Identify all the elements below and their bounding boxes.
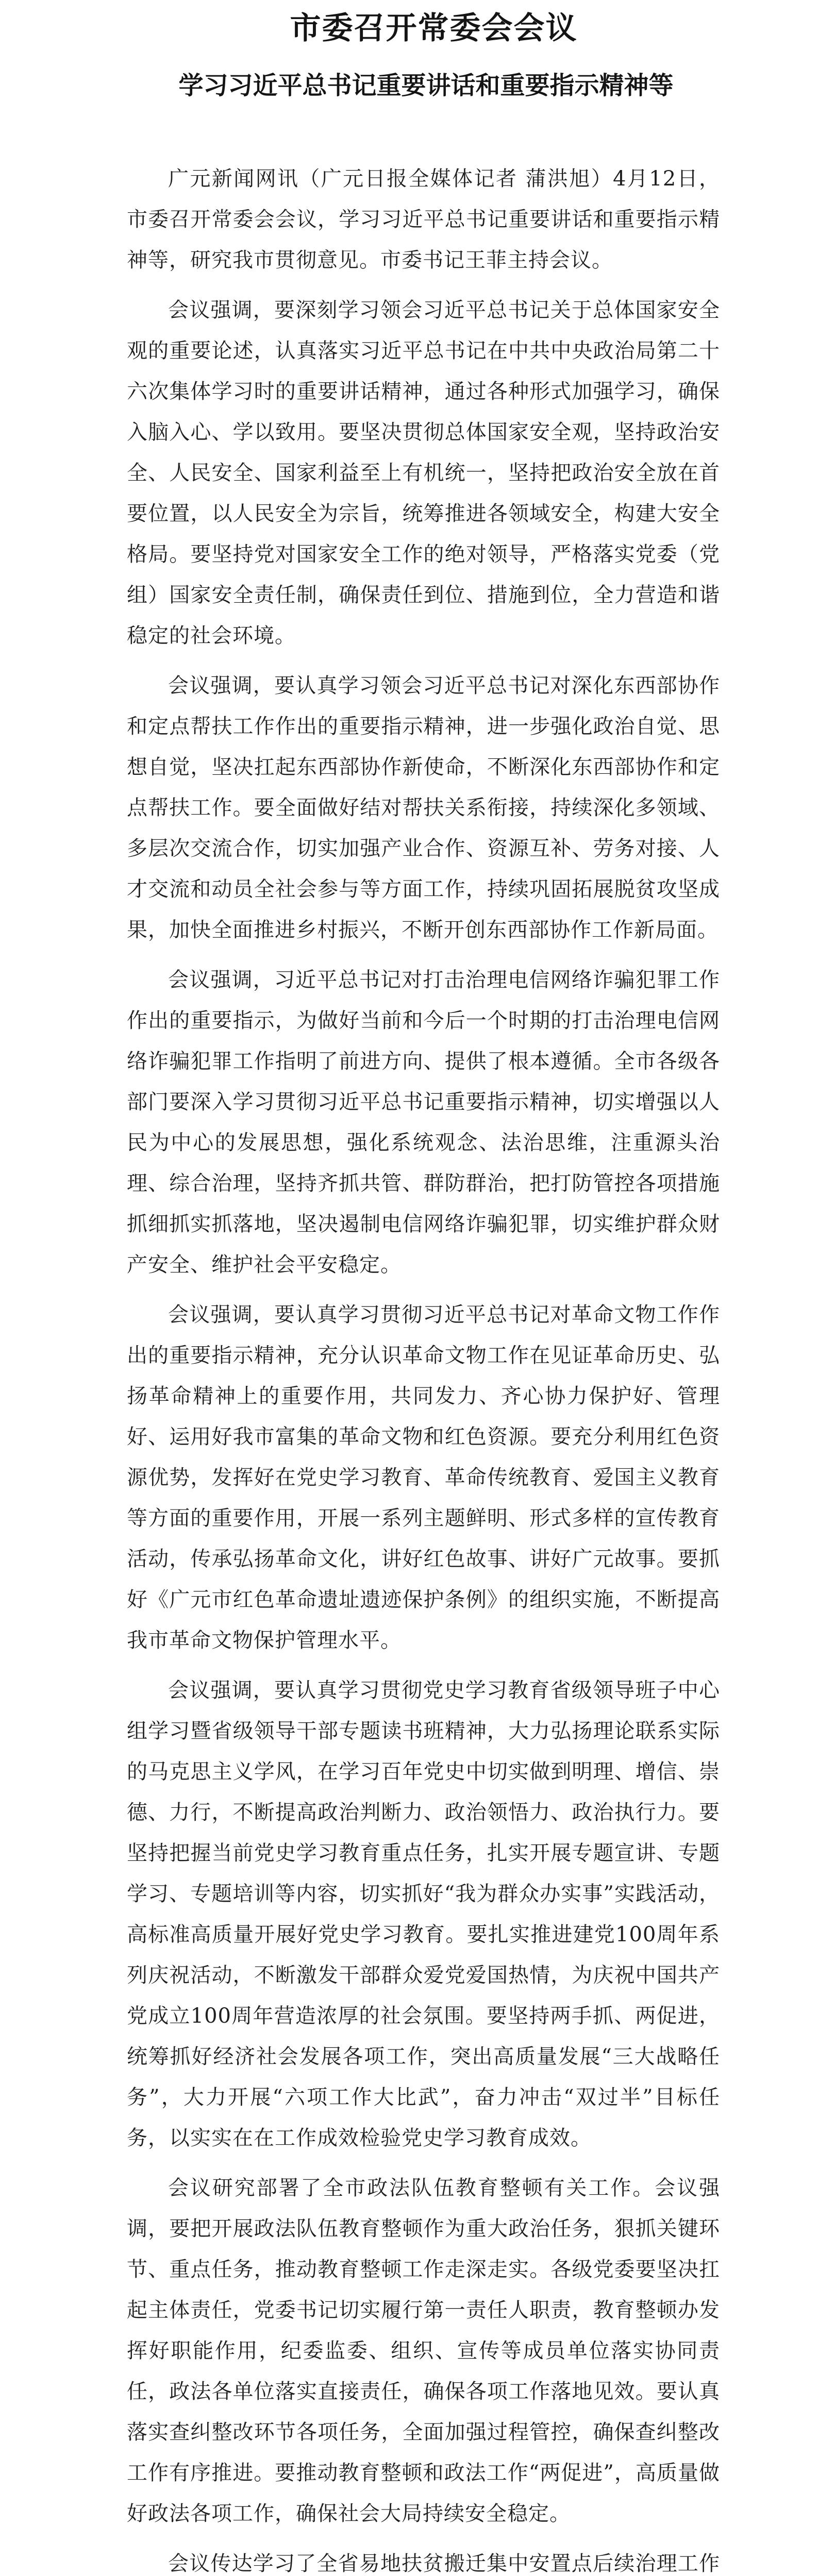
- article-title: 市委召开常委会会议: [290, 10, 578, 46]
- article-paragraph-lead: 广元新闻网讯（广元日报全媒体记者 蒲洪旭）4月12日，市委召开常委会会议，学习习近平总书记重要讲话和重要指示精神等，研究我市贯彻意见。市委书记王菲主持会议。: [127, 167, 720, 272]
- article-paragraph-party-history: 会议强调，要认真学习贯彻党史学习教育省级领导班子中心组学习暨省级领导干部专题读书班精神，大力弘扬理论联系实际的马克思主义学风，在学习百年党史中切实做到明理、增信、崇德、力行，不断提高政治判断力、政治领悟力、政治执行力。要坚持把握当前党史学习教育重点任务，扎实开展专题宣讲、专题学习、专题培训等内容，切实抓好“我为群众办实事”实践活动，高标准高质量开展好党史学习教育。要扎实推进建党100周年系列庆祝活动，不断激发干部群众爱党爱国热情，为庆祝中国共产党成立100周年营造浓厚的社会氛围。要坚持两手抓、两促进，统筹抓好经济社会发展各项工作，突出高质量发展“三大战略任务”，大力开展“六项工作大比武”，奋力冲击“双过半”目标任务，以实实在在工作成效检验党史学习教育成效。: [127, 1679, 720, 2150]
- article-body: [127, 159, 720, 2576]
- article-paragraph-revolutionary-relics: 会议强调，要认真学习贯彻习近平总书记对革命文物工作作出的重要指示精神，充分认识革命文物工作在见证革命历史、弘扬革命精神上的重要作用，共同发力、齐心协力保护好、管理好、运用好我市富集的革命文物和红色资源。要充分利用红色资源优势，发挥好在党史学习教育、革命传统教育、爱国主义教育等方面的重要作用，开展一系列主题鲜明、形式多样的宣传教育活动，传承弘扬革命文化，讲好红色故事、讲好广元故事。要抓好《广元市红色革命遗址遗迹保护条例》的组织实施，不断提高我市革命文物保护管理水平。: [127, 1303, 720, 1652]
- article-paragraph-east-west-cooperation: 会议强调，要认真学习领会习近平总书记对深化东西部协作和定点帮扶工作作出的重要指示精神，进一步强化政治自觉、思想自觉，坚决扛起东西部协作新使命，不断深化东西部协作和定点帮扶工作。要全面做好结对帮扶关系衔接，持续深化多领域、多层次交流合作，切实加强产业合作、资源互补、劳务对接、人才交流和动员全社会参与等方面工作，持续巩固拓展脱贫攻坚成果，加快全面推进乡村振兴，不断开创东西部协作工作新局面。: [127, 674, 720, 942]
- article-paragraph-political-legal-team: 会议研究部署了全市政法队伍教育整顿有关工作。会议强调，要把开展政法队伍教育整顿作为重大政治任务，狠抓关键环节、重点任务，推动教育整顿工作走深走实。各级党委要坚决扛起主体责任，党委书记切实履行第一责任人职责，教育整顿办发挥好职能作用，纪委监委、组织、宣传等成员单位落实协同责任，政法各单位落实直接责任，确保各项工作落地见效。要认真落实查纠整改环节各项任务，全面加强过程管控，确保查纠整改工作有序推进。要推动教育整顿和政法工作“两促进”，高质量做好政法各项工作，确保社会大局持续安全稳定。: [127, 2176, 720, 2526]
- article-paragraph-relocation-meeting: 会议传达学习了全省易地扶贫搬迁集中安置点后续治理工作: [168, 2552, 720, 2575]
- article-paragraph-national-security: 会议强调，要深刻学习领会习近平总书记关于总体国家安全观的重要论述，认真落实习近平总书记在中共中央政治局第二十六次集体学习时的重要讲话精神，通过各种形式加强学习，确保入脑入心、学以致用。要坚决贯彻总体国家安全观，坚持政治安全、人民安全、国家利益至上有机统一，坚持把政治安全放在首要位置，以人民安全为宗旨，统筹推进各领域安全，构建大安全格局。要坚持党对国家安全工作的绝对领导，严格落实党委（党组）国家安全责任制，确保责任到位、措施到位，全力营造和谐稳定的社会环境。: [127, 298, 720, 648]
- article-subtitle: 学习习近平总书记重要讲话和重要指示精神等: [178, 71, 674, 100]
- article-paragraph-telecom-fraud: 会议强调，习近平总书记对打击治理电信网络诈骗犯罪工作作出的重要指示，为做好当前和今后一个时期的打击治理电信网络诈骗犯罪工作指明了前进方向、提供了根本遵循。全市各级各部门要深入学习贯彻习近平总书记重要指示精神，切实增强以人民为中心的发展思想，强化系统观念、法治思维，注重源头治理、综合治理，坚持齐抓共管、群防群治，把打防管控各项措施抓细抓实抓落地，坚决遏制电信网络诈骗犯罪，切实维护群众财产安全、维护社会平安稳定。: [127, 968, 720, 1277]
